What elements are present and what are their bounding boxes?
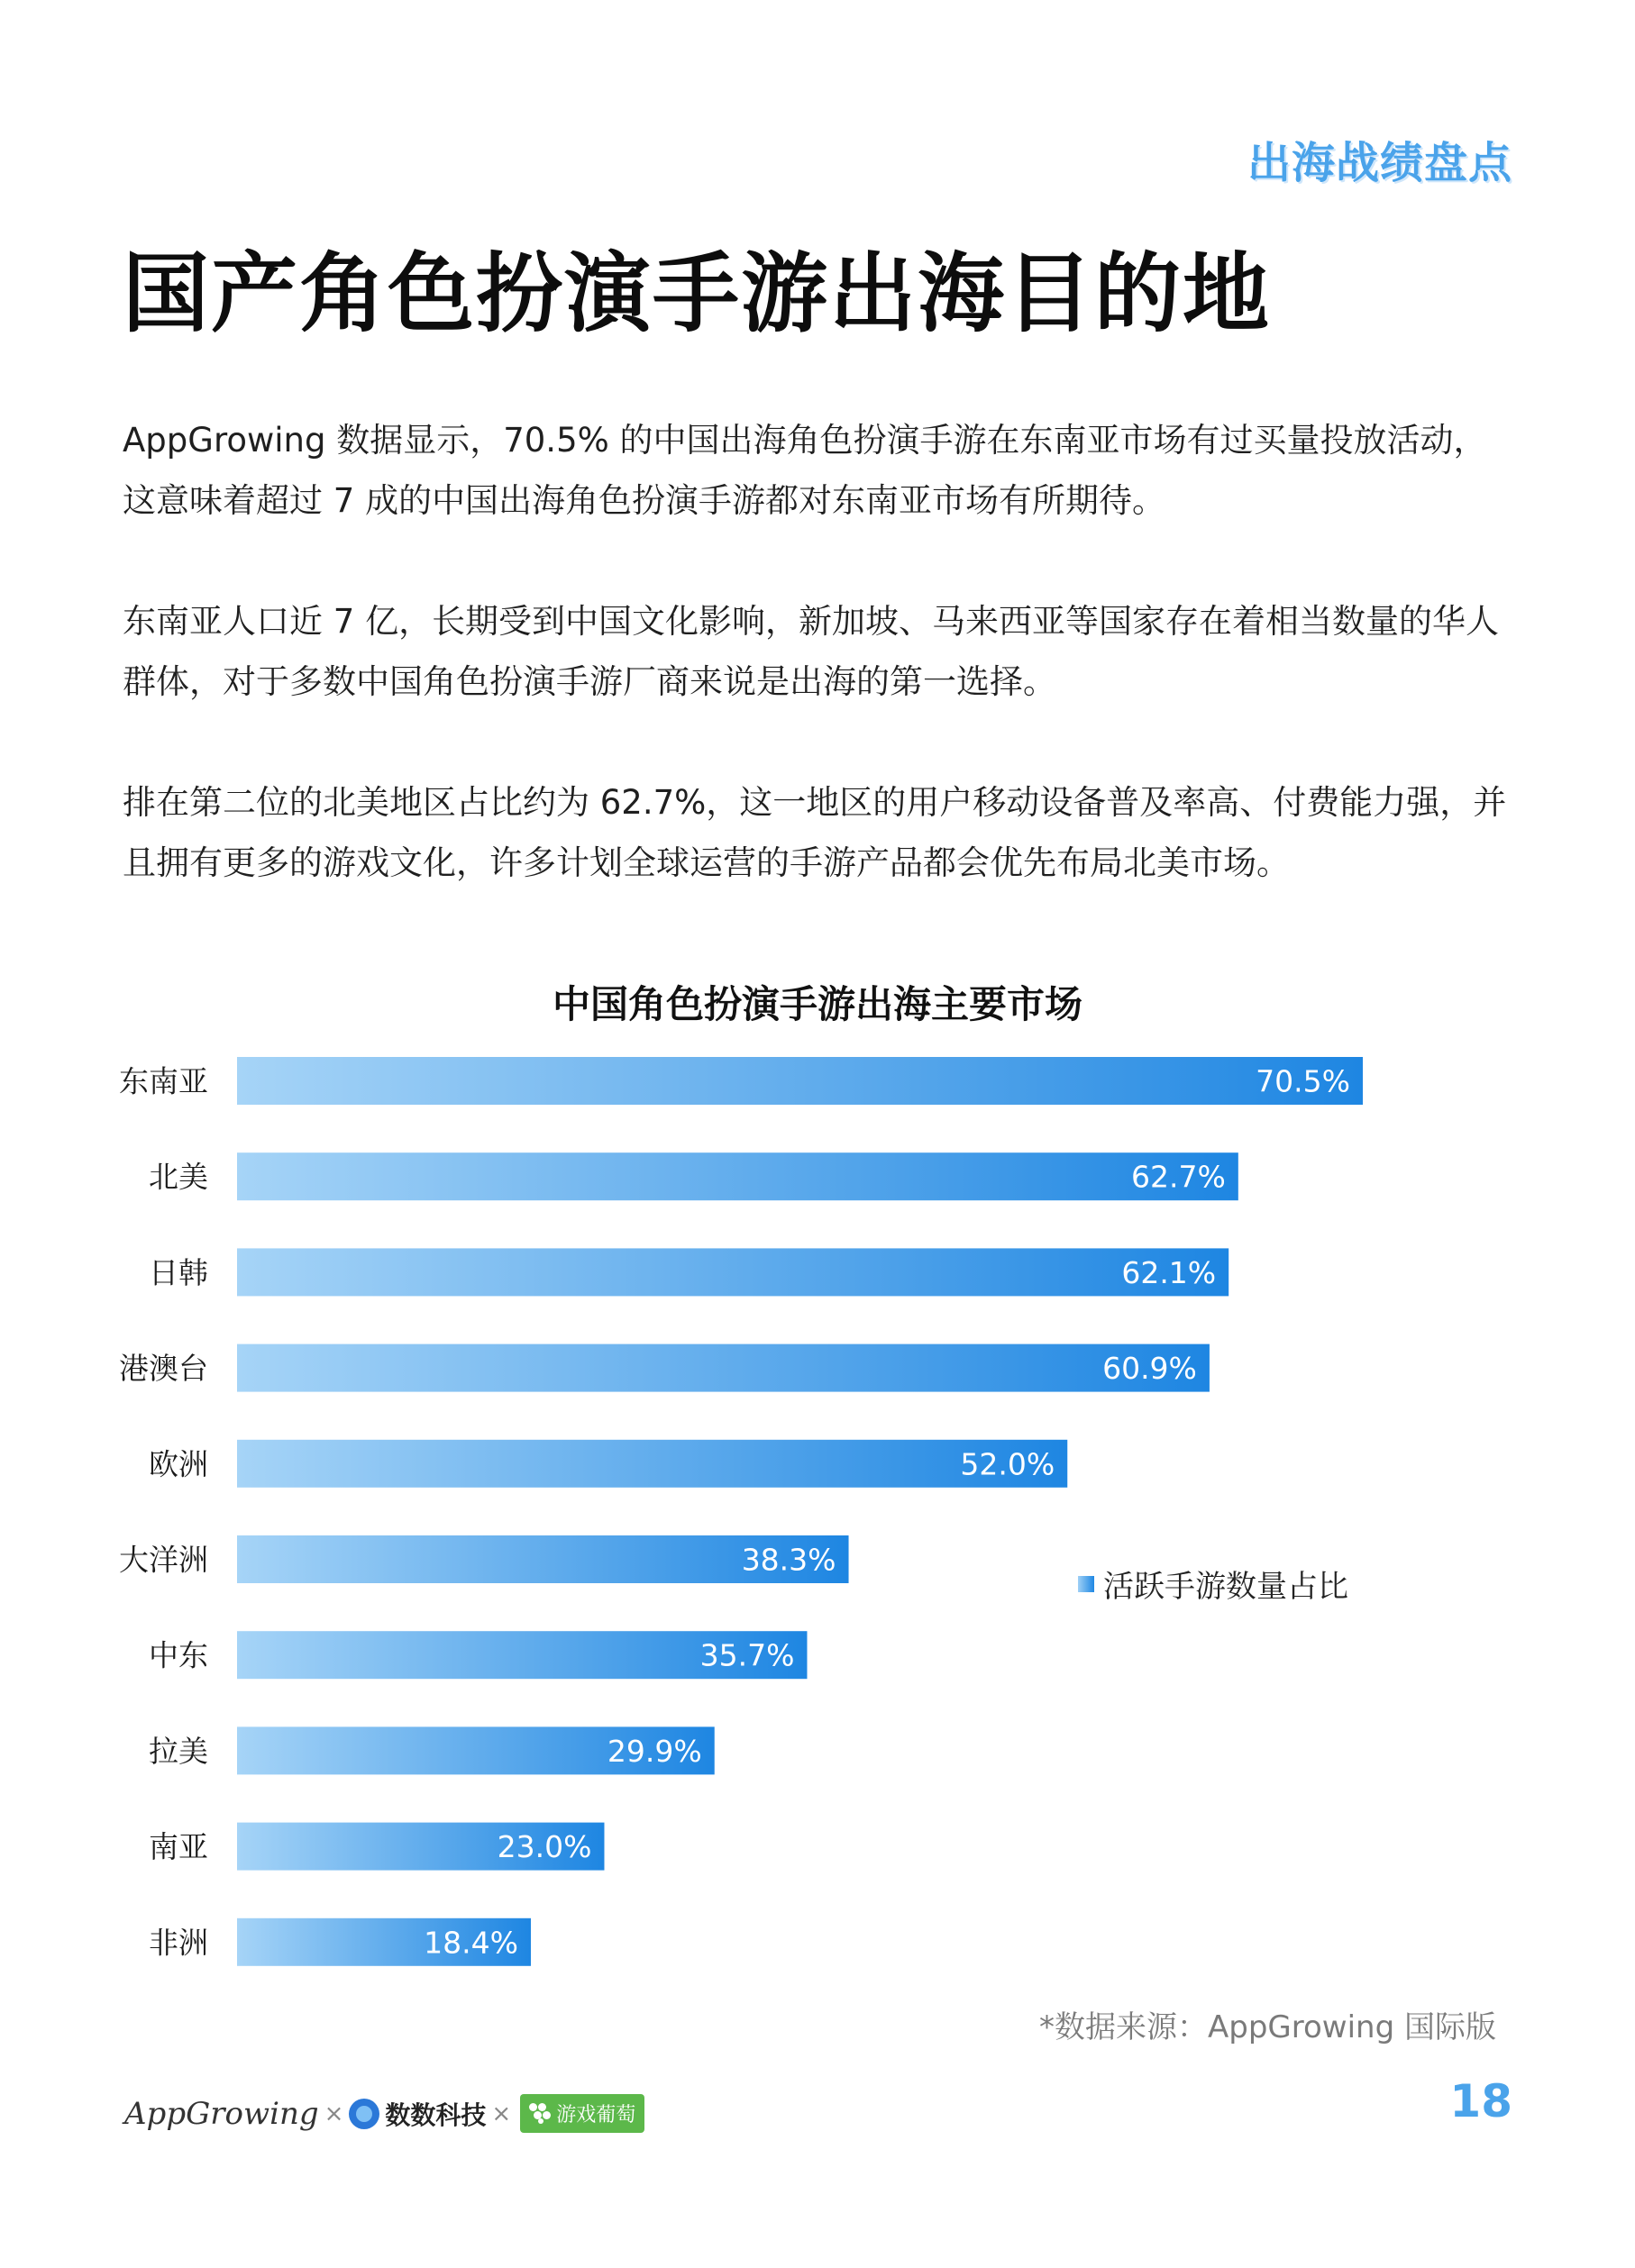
shushu-head-icon [349, 2099, 379, 2129]
paragraph-3: 排在第二位的北美地区占比约为 62.7%，这一地区的用户移动设备普及率高、付费能力强，并且拥有更多的游戏文化，许多计划全球运营的手游产品都会优先布局北美市场。 [123, 783, 1507, 882]
source-note: *数据来源：AppGrowing 国际版 [1039, 2009, 1496, 2045]
shushu-logo-text: 数数科技 [385, 2099, 487, 2130]
bar-value-label: 38.3% [741, 1542, 836, 1578]
bar-value-label: 18.4% [424, 1925, 518, 1961]
paragraph-1: AppGrowing 数据显示，70.5% 的中国出海角色扮演手游在东南亚市场有过买量投放活动，这意味着超过 7 成的中国出海角色扮演手游都对东南亚市场有所期待。 [123, 421, 1487, 520]
category-label: 南亚 [149, 1829, 208, 1865]
bar [237, 1344, 1210, 1392]
putao-logo [520, 2094, 644, 2133]
putao-logo-text: 游戏葡萄 [556, 2104, 636, 2127]
category-label: 大洋洲 [119, 1542, 208, 1578]
category-label: 中东 [149, 1637, 208, 1673]
bar-value-label: 29.9% [607, 1733, 702, 1769]
page-number: 18 [1449, 2075, 1512, 2127]
chart-title: 中国角色扮演手游出海主要市场 [552, 982, 1082, 1026]
logo-separator: × [491, 2099, 512, 2127]
bar-value-label: 62.1% [1121, 1254, 1217, 1290]
category-label: 欧洲 [149, 1446, 208, 1482]
bar-value-label: 35.7% [699, 1637, 795, 1673]
bar [237, 1057, 1363, 1105]
bar [237, 1248, 1229, 1296]
legend-swatch-icon [1078, 1576, 1094, 1592]
category-label: 港澳台 [119, 1351, 208, 1387]
category-label: 拉美 [149, 1733, 208, 1769]
bar [237, 1152, 1238, 1200]
appgrowing-logo: AppGrowing [124, 2095, 319, 2132]
grape-icon [529, 2103, 551, 2125]
legend-label: 活跃手游数量占比 [1103, 1569, 1348, 1605]
paragraph-2: 东南亚人口近 7 亿，长期受到中国文化影响，新加坡、马来西亚等国家存在着相当数量的华人群体，对于多数中国角色扮演手游厂商来说是出海的第一选择。 [123, 602, 1500, 701]
bar-value-label: 70.5% [1256, 1063, 1350, 1099]
footer-logos [124, 2094, 644, 2133]
shushu-logo [349, 2096, 486, 2132]
bar [237, 1440, 1067, 1488]
page-title: 国产角色扮演手游出海目的地 [123, 243, 1271, 344]
chart-legend [1078, 1562, 1348, 1606]
category-label: 非洲 [149, 1925, 208, 1961]
bar-value-label: 23.0% [497, 1829, 592, 1865]
logo-separator: × [324, 2099, 344, 2127]
bar-value-label: 52.0% [960, 1446, 1055, 1482]
bar-value-label: 60.9% [1102, 1351, 1197, 1387]
category-label: 日韩 [149, 1254, 208, 1290]
bar-chart [0, 1036, 1635, 1982]
category-label: 北美 [149, 1159, 208, 1195]
category-label: 东南亚 [119, 1063, 208, 1099]
bar-value-label: 62.7% [1130, 1159, 1226, 1195]
section-tag: 出海战绩盘点 [1247, 138, 1512, 188]
